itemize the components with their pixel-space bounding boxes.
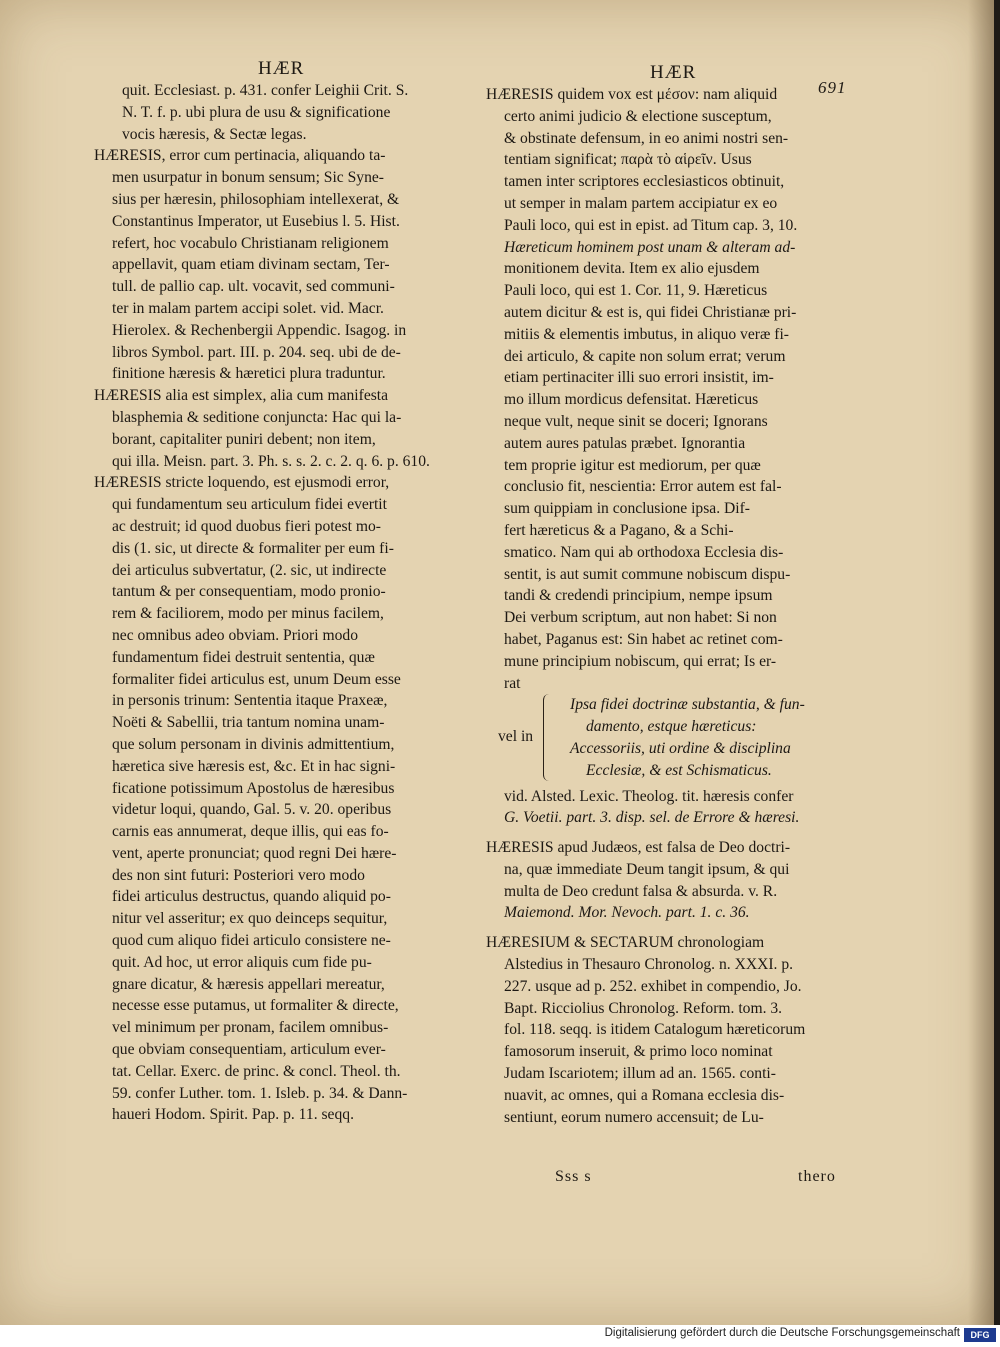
text-line: que obviam consequentiam, articulum ever- bbox=[112, 1041, 386, 1059]
text-line: men usurpatur in bonum sensum; Sic Syne- bbox=[112, 169, 384, 187]
text-line: dei articulus subvertatur, (2. sic, ut indirecte bbox=[112, 561, 387, 579]
text-line: videtur loqui, quando, Gal. 5. v. 20. operibus bbox=[112, 801, 392, 819]
text-line: refert, hoc vocabulo Christianam religionem bbox=[112, 234, 389, 252]
text-line: tantum & per consequentiam, modo pronio- bbox=[112, 583, 386, 601]
text-line: Bapt. Ricciolius Chronolog. Reform. tom. 3. bbox=[504, 999, 783, 1017]
entry-heading-line: HÆRESIS, error cum pertinacia, aliquando ta- bbox=[94, 147, 386, 165]
text-line: Maiemond. Mor. Nevoch. part. 1. c. 36. bbox=[504, 904, 750, 922]
left-running-head: HÆR bbox=[258, 58, 305, 79]
text-line: Dei verbum scriptum, aut non habet: Si non bbox=[504, 609, 777, 627]
text-line: tull. de pallio cap. ult. vocavit, sed communi- bbox=[112, 278, 395, 296]
text-line: fundamentum fidei destruit sententia, quæ bbox=[112, 648, 375, 666]
text-line: gnare dicatur, & hæresis appellari mereatur, bbox=[112, 975, 385, 993]
text-line: ut semper in malam partem accipiatur ex eo bbox=[504, 194, 778, 212]
text-line: quit. Ad hoc, ut error aliquis cum fide pu- bbox=[112, 953, 372, 971]
text-line: quod cum aliquo fidei articulo consistere ne- bbox=[112, 932, 391, 950]
text-line: libros Symbol. part. III. p. 204. seq. ubi de de- bbox=[112, 343, 401, 361]
text-line: Judam Iscariotem; illum ad an. 1565. conti- bbox=[504, 1065, 776, 1083]
bracket-line: Ipsa fidei doctrinæ substantia, & fun- bbox=[570, 696, 805, 714]
text-line: certo animi judicio & electione susceptum, bbox=[504, 107, 772, 125]
text-line: sum quippiam in conclusione ipsa. Dif- bbox=[504, 500, 750, 518]
right-column bbox=[486, 84, 856, 1128]
text-line: multa de Deo credunt falsa & absurda. v. R. bbox=[504, 882, 778, 900]
catchword: thero bbox=[798, 1168, 836, 1185]
text-line: mune principium nobiscum, qui errat; Is er- bbox=[504, 652, 777, 670]
bracket-line: Accessoriis, uti ordine & disciplina bbox=[570, 739, 791, 757]
text-line: vent, aperte pronunciat; quod regni Dei hære- bbox=[112, 844, 397, 862]
text-line: tamen inter scriptores ecclesiasticos obtinuit, bbox=[504, 173, 785, 191]
text-line: Pauli loco, qui est 1. Cor. 11, 9. Hæreticus bbox=[504, 282, 768, 300]
text-line: nitur vel asseritur; ex quo deinceps sequitur, bbox=[112, 910, 388, 928]
entry-heading-line: HÆRESIS alia est simplex, alia cum manifesta bbox=[94, 387, 389, 405]
text-line: haueri Hodom. Spirit. Pap. p. 11. seqq. bbox=[112, 1106, 354, 1124]
left-column bbox=[94, 80, 474, 1126]
text-line: tentiam significat; παρὰ τὸ αἱρεῖν. Usus bbox=[504, 151, 752, 169]
text-line: quit. Ecclesiast. p. 431. confer Leighii Crit. S. bbox=[122, 82, 409, 99]
text-line: mo illum mordicus defensitat. Hæreticus bbox=[504, 391, 759, 409]
text-line: des non sint futuri: Posteriori vero modo bbox=[112, 866, 365, 884]
text-line: 227. usque ad p. 252. exhibet in compendio, Jo. bbox=[504, 977, 802, 995]
bracket-line: Ecclesiæ, & est Schismaticus. bbox=[586, 761, 772, 779]
footer-text: Digitalisierung gefördert durch die Deutsche Forschungsgemeinschaft bbox=[604, 1327, 960, 1339]
signature-mark: Sss s bbox=[555, 1168, 592, 1185]
text-line: que solum personam in divinis admittentium, bbox=[112, 735, 395, 753]
text-line: & obstinate defensum, in eo animi nostri sen- bbox=[504, 129, 789, 147]
bracket-line: damento, estque hæreticus: bbox=[586, 718, 757, 736]
text-line: vocis hæresis, & Sectæ legas. bbox=[122, 125, 307, 143]
text-line: fol. 118. seqq. is itidem Catalogum hæreticorum bbox=[504, 1021, 806, 1039]
right-running-head: HÆR bbox=[650, 62, 697, 83]
text-line: smatico. Nam qui ab orthodoxa Ecclesia dis- bbox=[504, 543, 784, 561]
text-line: habet, Paganus est: Sin habet ac retinet com- bbox=[504, 630, 783, 648]
text-line: ter in malam partem accipi solet. vid. Macr. bbox=[112, 299, 384, 317]
text-line: borant, capitaliter puniri debent; non item, bbox=[112, 430, 376, 448]
text-line: dei articulo, & capite non solum errat; verum bbox=[504, 347, 786, 365]
bracket-lead: vel in bbox=[498, 728, 534, 746]
text-line: qui illa. Meisn. part. 3. Ph. s. s. 2. c. 2. q. 6. p. 610. bbox=[112, 452, 430, 470]
text-line: autem aures patulas præbet. Ignorantia bbox=[504, 434, 746, 452]
text-line: Pauli loco, qui est in epist. ad Titum cap. 3, 10. bbox=[504, 216, 798, 234]
text-line: appellavit, quam etiam divinam sectam, Ter- bbox=[112, 256, 390, 274]
text-line: vid. Alsted. Lexic. Theolog. tit. hæresis confer bbox=[504, 787, 794, 805]
text-line: vel minimum per pronam, facilem omnibus- bbox=[112, 1019, 389, 1037]
text-line: na, quæ immediate Deum tangit ipsum, & qui bbox=[504, 860, 790, 878]
text-line: tandi & credendi principium, nempe ipsum bbox=[504, 587, 773, 605]
text-line: Hæreticum hominem post unam & alteram ad- bbox=[504, 238, 796, 256]
dfg-logo-icon: DFG bbox=[964, 1328, 996, 1342]
text-line: blasphemia & seditione conjuncta: Hac qui la- bbox=[112, 408, 402, 426]
text-line: carnis eas annumerat, deque illis, qui eas fo- bbox=[112, 823, 389, 841]
text-line: in personis trinum: Sententia itaque Praxeæ, bbox=[112, 692, 388, 710]
entry-heading-line: HÆRESIS quidem vox est μέσον: nam aliquid bbox=[486, 86, 778, 103]
text-line: rat bbox=[504, 674, 521, 692]
text-line: hæretica sive hæresis est, &c. Et in hac signi- bbox=[112, 757, 396, 775]
text-line: mitiis & elementis imbutus, in aliquo veræ fi- bbox=[504, 325, 789, 343]
curly-bracket bbox=[543, 694, 554, 781]
text-line: nec omnibus adeo obviam. Priori modo bbox=[112, 626, 358, 644]
text-line: sentiunt, eorum numero accensuit; de Lu- bbox=[504, 1108, 764, 1126]
text-line: sentit, is aut sumit commune nobiscum dispu- bbox=[504, 565, 791, 583]
text-line: formaliter fidei articulus est, unum Deum esse bbox=[112, 670, 401, 688]
text-line: necesse esse putamus, ut formaliter & directe, bbox=[112, 997, 399, 1015]
text-line: G. Voetii. part. 3. disp. sel. de Errore & hæresi. bbox=[504, 809, 800, 827]
text-line: Hierolex. & Rechenbergii Appendic. Isagog. in bbox=[112, 321, 407, 339]
text-line: Constantinus Imperator, ut Eusebius l. 5. Hist. bbox=[112, 212, 400, 230]
text-line: conclusio fit, nescientia: Error autem est fal- bbox=[504, 478, 782, 496]
text-line: dis (1. sic, ut directe & formaliter per eum fi- bbox=[112, 539, 394, 557]
digitization-footer bbox=[0, 1325, 1000, 1347]
page-number: 691 bbox=[818, 78, 847, 97]
entry-heading-line: HÆRESIS apud Judæos, est falsa de Deo doctri- bbox=[486, 839, 791, 857]
text-line: etiam pertinaciter illi suo errori insistit, im- bbox=[504, 369, 774, 387]
text-line: neque vult, neque sinit se doceri; Ignorans bbox=[504, 412, 768, 430]
bracket-block bbox=[486, 694, 856, 781]
text-line: tat. Cellar. Exerc. de princ. & concl. Theol. th. bbox=[112, 1062, 401, 1080]
text-line: nuavit, ac omnes, qui a Romana ecclesia dis- bbox=[504, 1086, 785, 1104]
text-line: fert hæreticus & a Pagano, & a Schi- bbox=[504, 521, 734, 539]
text-line: tem proprie igitur est mediorum, per quæ bbox=[504, 456, 761, 474]
text-line: famosorum inseruit, & primo loco nominat bbox=[504, 1043, 773, 1061]
text-line: ficatione potissimum Apostolus de hæresibus bbox=[112, 779, 395, 797]
text-line: ac destruit; id quod duobus fieri potest mo- bbox=[112, 517, 381, 535]
text-line: rem & faciliorem, modo per minus facilem, bbox=[112, 605, 384, 623]
text-line: sius per hæresin, philosophiam intellexerat, & bbox=[112, 190, 400, 208]
text-line: finitione hæresis & hæretici plura traduntur. bbox=[112, 365, 386, 383]
text-line: fidei articulus destructus, quando aliquid po- bbox=[112, 888, 391, 906]
text-line: Alstedius in Thesauro Chronolog. n. XXXI. p. bbox=[504, 956, 794, 974]
text-line: qui fundamentum seu articulum fidei evertit bbox=[112, 496, 387, 514]
text-line: N. T. f. p. ubi plura de usu & significatione bbox=[122, 103, 391, 121]
text-line: monitionem devita. Item ex alio ejusdem bbox=[504, 260, 760, 278]
text-line: autem dicitur & est is, qui fidei Christianæ pri- bbox=[504, 303, 797, 321]
text-line: 59. confer Luther. tom. 1. Isleb. p. 34. & Dann- bbox=[112, 1084, 408, 1102]
entry-heading-line: HÆRESIS stricte loquendo, est ejusmodi error, bbox=[94, 474, 390, 492]
entry-heading-line: HÆRESIUM & SECTARUM chronologiam bbox=[486, 934, 765, 952]
text-line: Noëti & Sabellii, tria tantum nomina unam- bbox=[112, 714, 385, 732]
